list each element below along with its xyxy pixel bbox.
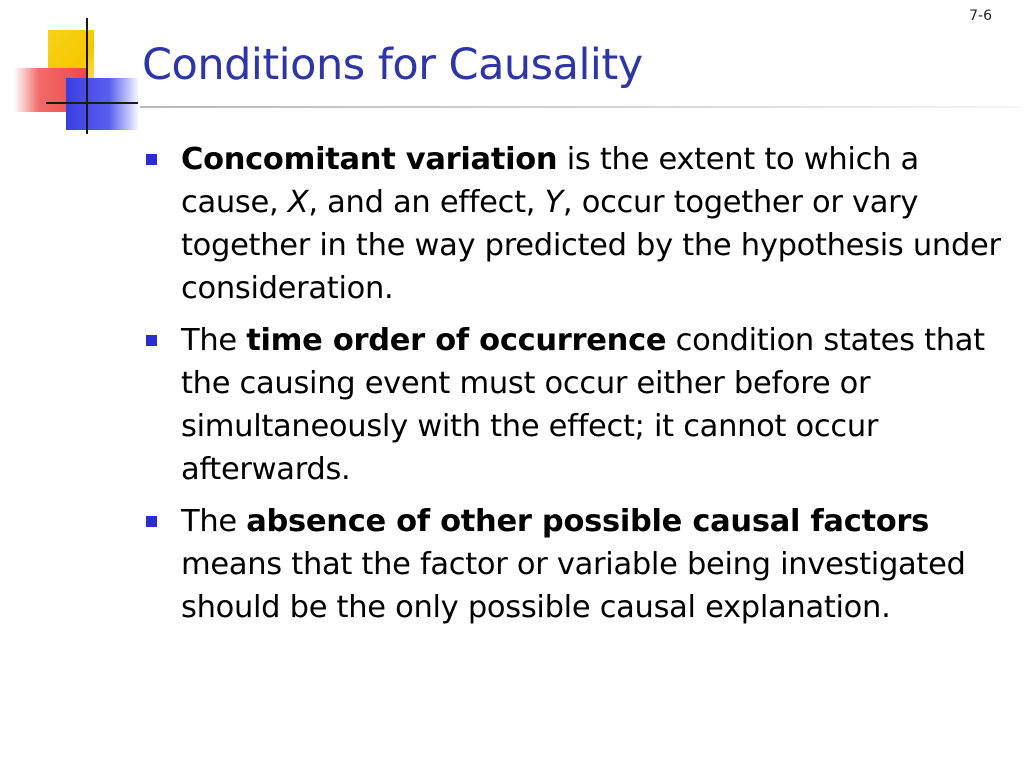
bullet-square-icon [146, 154, 157, 165]
bullet-text: condition states that the causing event must occur either before or simultaneously with the effect; it cannot occur afterwards. [181, 323, 985, 487]
bullet-item-absence-of-other-factors [144, 500, 1014, 629]
bullet-text: is the extent to which a cause, [181, 142, 919, 220]
bullet-text: , and an effect, [308, 185, 545, 220]
bullet-item-concomitant-variation [144, 138, 1014, 310]
logo-blue-square [66, 78, 138, 130]
bullet-item-time-order [144, 319, 1014, 491]
bullet-text: means that the factor or variable being investigated should be the only possible causal explanation. [181, 547, 966, 625]
page-number: 7-6 [969, 8, 992, 24]
bullet-text: , occur together or vary together in the way predicted by the hypothesis under consideration. [181, 185, 1001, 306]
bullet-term: absence of other possible causal factors [246, 504, 930, 539]
variable-x: X [287, 185, 309, 220]
bullet-square-icon [146, 516, 157, 527]
bullet-text: The [181, 504, 247, 539]
bullet-text: The [181, 323, 247, 358]
bullet-term: Concomitant variation [181, 142, 558, 177]
variable-y: Y [544, 185, 563, 220]
bullet-list [144, 138, 1014, 638]
decorative-logo [0, 0, 150, 140]
slide-title: Conditions for Causality [142, 40, 643, 90]
bullet-term: time order of occurrence [246, 323, 667, 358]
logo-vertical-line [86, 18, 88, 134]
bullet-square-icon [146, 335, 157, 346]
title-underline [140, 106, 1020, 108]
logo-horizontal-line [46, 102, 138, 104]
